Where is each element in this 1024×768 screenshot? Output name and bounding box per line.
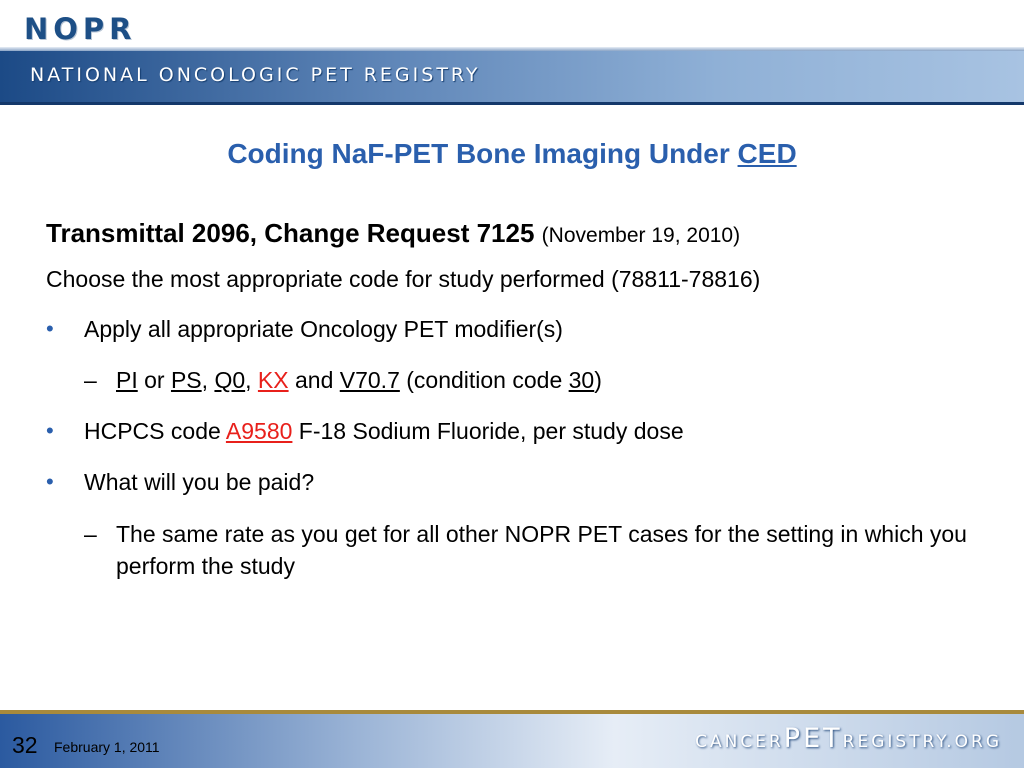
sub-payment-text: The same rate as you get for all other NOPR PET cases for the setting in which you perform the study xyxy=(116,521,967,579)
nopr-logo: NOPR xyxy=(24,12,137,46)
slide-title xyxy=(0,138,1024,170)
hcpcs-post: F-18 Sodium Fluoride, per study dose xyxy=(292,418,684,444)
footer-date: February 1, 2011 xyxy=(54,739,160,755)
heading-date: (November 19, 2010) xyxy=(541,224,741,247)
bullet-marker: • xyxy=(46,418,54,443)
bullet-modifiers xyxy=(46,314,996,344)
bullet-modifiers-text: Apply all appropriate Oncology PET modifier(s) xyxy=(84,316,563,342)
site-mid: PET xyxy=(783,723,843,754)
comma-text: , xyxy=(201,367,215,393)
intro-text: Choose the most appropriate code for study performed (78811-78816) xyxy=(46,266,761,292)
organization-name: NATIONAL ONCOLOGIC PET REGISTRY xyxy=(30,64,481,86)
kx-link[interactable]: KX xyxy=(257,367,289,393)
transmittal-heading xyxy=(46,217,996,252)
heading-text: Transmittal 2096, Change Request 7125 xyxy=(46,218,535,248)
pi-link[interactable]: PI xyxy=(116,367,138,393)
v707-link[interactable]: V70.7 xyxy=(339,367,400,393)
ps-link[interactable]: PS xyxy=(170,367,202,393)
site-suffix: REGISTRY.ORG xyxy=(842,732,1002,752)
condition-code-link[interactable]: 30 xyxy=(568,367,595,393)
condition-close: ) xyxy=(594,367,602,393)
sub-payment-rate xyxy=(46,518,996,582)
ced-link[interactable]: CED xyxy=(737,138,797,169)
title-text: Coding NaF-PET Bone Imaging Under xyxy=(227,138,738,169)
q0-link[interactable]: Q0 xyxy=(214,367,246,393)
bullet-marker: • xyxy=(46,469,54,494)
dash-marker: – xyxy=(84,521,97,547)
hcpcs-pre: HCPCS code xyxy=(84,418,226,444)
bullet-hcpcs xyxy=(46,416,996,446)
or-text: or xyxy=(137,367,171,393)
and-text: and xyxy=(288,367,340,393)
bullet-marker: • xyxy=(46,316,54,341)
condition-text: (condition code xyxy=(399,367,569,393)
page-number: 32 xyxy=(12,732,38,758)
bullet-payment xyxy=(46,467,996,497)
site-prefix: CANCER xyxy=(695,732,784,752)
slide-content xyxy=(46,217,996,582)
sub-modifier-codes xyxy=(46,365,996,395)
a9580-link[interactable]: A9580 xyxy=(225,418,293,444)
comma-text: , xyxy=(245,367,258,393)
bullet-payment-text: What will you be paid? xyxy=(84,469,315,495)
dash-marker: – xyxy=(84,367,97,393)
website-logo xyxy=(695,723,1002,754)
